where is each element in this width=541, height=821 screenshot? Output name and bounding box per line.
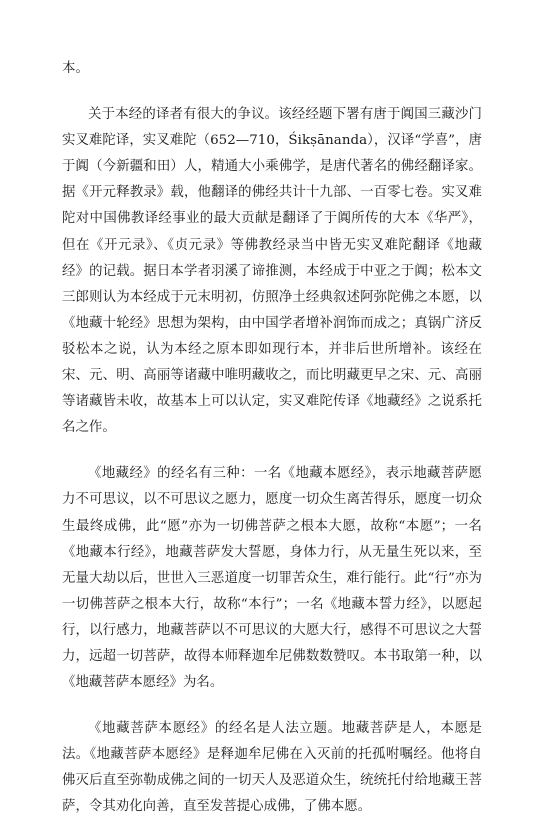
- paragraph-sutra-titles: 《地藏经》的经名有三种：一名《地藏本愿经》，表示地藏菩萨愿力不可思议，以不可思议之愿力，愿度一切众生离苦得乐，愿度一切众生最终成佛，此“愿”亦为一切佛菩萨之根本大愿，故称“本愿”；一名《地藏本行经》，地藏菩萨发大誓愿，身体力行，从无量生死以来，至无量大劫以后，世世入三恶道度一切罪苦众生，难行能行。此“行”亦为一切佛菩萨之根本大行，故称“本行”；一名《地藏本誓力经》，以愿起行，以行感力，地藏菩萨以不可思议的大愿大行，感得不可思议之大誓力，远超一切菩萨，故得本师释迦牟尼佛数数赞叹。本书取第一种，以《地藏菩萨本愿经》为名。: [62, 466, 482, 691]
- paragraph-translator-dispute: 关于本经的译者有很大的争议。该经经题下署有唐于阗国三藏沙门实叉难陀译，实叉难陀（652—710，Śikṣānanda），汉译“学喜”，唐于阗（今新疆和田）人，精通大小乘佛学，是唐代著名的佛经翻译家。据《开元释教录》载，他翻译的佛经共计十九部、一百零七卷。实叉难陀对中国佛教译经事业的最大贡献是翻译了于阗所传的大本《华严》，但在《开元录》、《贞元录》等佛教经录当中皆无实叉难陀翻译《地藏经》的记载。据日本学者羽溪了谛推测，本经成于中亚之于阗；松本文三郎则认为本经成于元末明初，仿照净土经典叙述阿弥陀佛之本愿，以《地藏十轮经》思想为架构，由中国学者增补润饰而成之；真锅广济反驳松本之说，认为本经之原本即如现行本，并非后世所增补。该经在宋、元、明、高丽等诸藏中唯明藏收之，而比明藏更早之宋、元、高丽等诸藏皆未收，故基本上可以认定，实叉难陀传译《地藏经》之说系托名之作。: [62, 107, 482, 436]
- document-page: [62, 56, 482, 821]
- paragraph-continuation: 本。: [62, 61, 89, 76]
- paragraph-title-meaning: 《地藏菩萨本愿经》的经名是人法立题。地藏菩萨是人，本愿是法。《地藏菩萨本愿经》是释迦牟尼佛在入灭前的托孤咐嘱经。他将自佛灭后直至弥勒成佛之间的一切天人及恶道众生，统统托付给地藏王菩萨，令其劝化向善，直至发菩提心成佛，了佛本愿。: [62, 721, 482, 815]
